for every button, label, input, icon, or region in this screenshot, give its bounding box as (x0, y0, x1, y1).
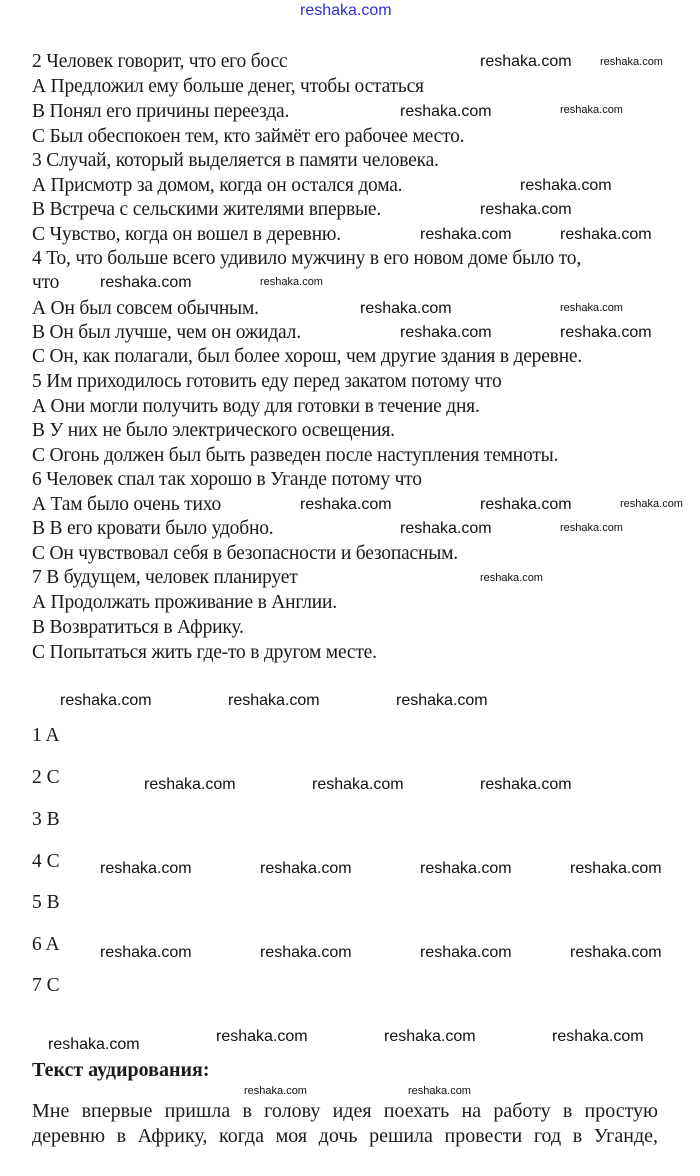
question-line: А Присмотр за домом, когда он остался дома. (32, 175, 403, 196)
answer-item: 6 A (32, 934, 60, 955)
question-line: В Понял его причины переезда. (32, 101, 290, 122)
answer-item: 1 A (32, 725, 60, 746)
watermark-text: reshaka.com (600, 56, 663, 68)
watermark-text: reshaka.com (216, 1028, 308, 1045)
question-line: С Он чувствовал себя в безопасности и безопасным. (32, 543, 458, 564)
question-line: С Он, как полагали, был более хорош, чем другие здания в деревне. (32, 346, 583, 367)
question-line: А Предложил ему больше денег, чтобы остаться (32, 76, 424, 97)
watermark-text: reshaka.com (260, 276, 323, 288)
watermark-text: reshaka.com (144, 776, 236, 793)
question-line: что (32, 272, 60, 293)
watermark-text: reshaka.com (300, 496, 392, 513)
watermark-text: reshaka.com (560, 324, 652, 341)
watermark-text: reshaka.com (60, 692, 152, 709)
answer-item: 2 C (32, 767, 60, 788)
watermark-text: reshaka.com (570, 944, 662, 961)
watermark-text: reshaka.com (560, 104, 623, 116)
watermark-text: reshaka.com (408, 1085, 471, 1097)
watermark-text: reshaka.com (244, 1085, 307, 1097)
watermark-text: reshaka.com (570, 860, 662, 877)
watermark-text: reshaka.com (480, 776, 572, 793)
watermark-text: reshaka.com (480, 572, 543, 584)
question-line: 4 То, что больше всего удивило мужчину в его новом доме было то, (32, 248, 581, 269)
question-line: 6 Человек спал так хорошо в Уганде потому что (32, 469, 422, 490)
question-line: А Продолжать проживание в Англии. (32, 592, 337, 613)
watermark-text: reshaka.com (312, 776, 404, 793)
watermark-text: reshaka.com (100, 944, 192, 961)
watermark-text: reshaka.com (400, 103, 492, 120)
question-line: 7 В будущем, человек планирует (32, 567, 298, 588)
watermark-text: reshaka.com (260, 860, 352, 877)
watermark-text: reshaka.com (420, 944, 512, 961)
listening-heading: Текст аудирования: (32, 1059, 210, 1081)
watermark-text: reshaka.com (228, 692, 320, 709)
watermark-text: reshaka.com (384, 1028, 476, 1045)
question-line: А Они могли получить воду для готовки в течение дня. (32, 396, 480, 417)
question-line: 2 Человек говорит, что его босс (32, 51, 288, 72)
watermark-text: reshaka.com (480, 53, 572, 70)
answer-item: 7 C (32, 975, 60, 996)
question-line: В Встреча с сельскими жителями впервые. (32, 199, 381, 220)
watermark-text: reshaka.com (620, 498, 683, 510)
watermark-text: reshaka.com (480, 201, 572, 218)
watermark-text: reshaka.com (560, 226, 652, 243)
watermark-text: reshaka.com (560, 302, 623, 314)
question-line: 3 Случай, который выделяется в памяти человека. (32, 150, 439, 171)
question-line: С Чувство, когда он вошел в деревню. (32, 224, 341, 245)
watermark-text: reshaka.com (520, 177, 612, 194)
answer-item: 4 C (32, 851, 60, 872)
listening-text: Мне впервые пришла в голову идея поехать на работу в простую деревню в Африку, когда моя дочь решила провести год в Уганде, (32, 1100, 658, 1147)
watermark-text: reshaka.com (420, 226, 512, 243)
watermark-text: reshaka.com (100, 860, 192, 877)
watermark-text: reshaka.com (400, 520, 492, 537)
question-line: В В его кровати было удобно. (32, 518, 274, 539)
answer-item: 5 B (32, 892, 60, 913)
question-line: В Он был лучше, чем он ожидал. (32, 322, 301, 343)
watermark-text: reshaka.com (420, 860, 512, 877)
watermark-text: reshaka.com (480, 496, 572, 513)
site-header-link[interactable]: reshaka.com (300, 2, 392, 19)
question-line: С Огонь должен был быть разведен после наступления темноты. (32, 445, 559, 466)
watermark-text: reshaka.com (400, 324, 492, 341)
watermark-text: reshaka.com (396, 692, 488, 709)
watermark-text: reshaka.com (360, 300, 452, 317)
answer-item: 3 B (32, 809, 60, 830)
question-line: А Там было очень тихо (32, 494, 222, 515)
question-line: А Он был совсем обычным. (32, 298, 259, 319)
watermark-text: reshaka.com (48, 1036, 140, 1053)
watermark-text: reshaka.com (100, 274, 192, 291)
question-line: 5 Им приходилось готовить еду перед закатом потому что (32, 371, 502, 392)
watermark-text: reshaka.com (560, 522, 623, 534)
question-line: В Возвратиться в Африку. (32, 617, 244, 638)
watermark-text: reshaka.com (260, 944, 352, 961)
question-line: С Попытаться жить где-то в другом месте. (32, 642, 377, 663)
question-line: С Был обеспокоен тем, кто займёт его рабочее место. (32, 126, 465, 147)
question-line: В У них не было электрического освещения. (32, 420, 395, 441)
watermark-text: reshaka.com (552, 1028, 644, 1045)
